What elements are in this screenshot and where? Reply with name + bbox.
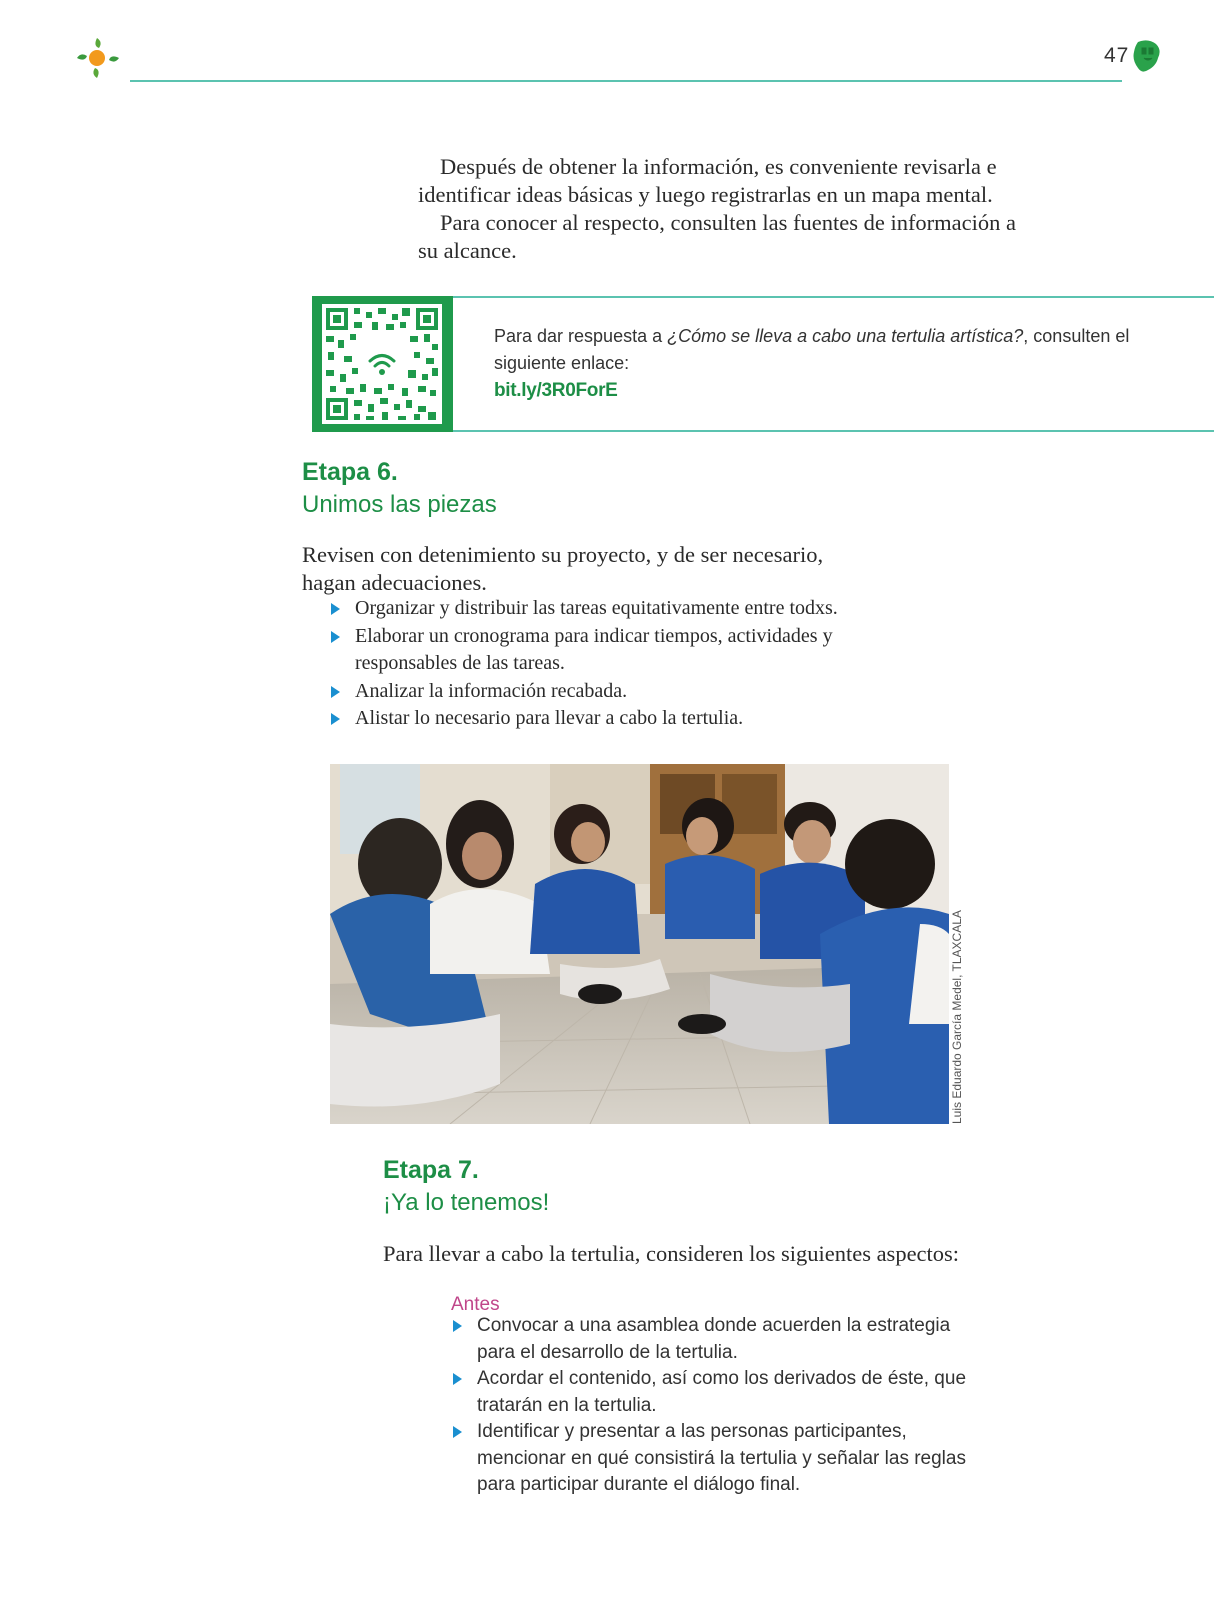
list-item: Organizar y distribuir las tareas equitativamente entre todxs. (329, 595, 889, 623)
list-item: Alistar lo necesario para llevar a cabo la tertulia. (329, 705, 889, 733)
bullet-triangle-icon (331, 713, 340, 725)
list-item: Acordar el contenido, así como los derivados de éste, que tratarán en la tertulia. (451, 1366, 971, 1419)
list-item: Elaborar un cronograma para indicar tiempos, actividades y responsables de las tareas. (329, 623, 889, 678)
stage6-list (329, 595, 889, 733)
qr-instructions (494, 323, 1134, 404)
stage6-intro: Revisen con detenimiento su proyecto, y de ser necesario, hagan adecuaciones. (302, 542, 824, 595)
header-rule (130, 80, 1122, 82)
qr-text-after: , consulten el siguiente enlace: (494, 326, 1130, 373)
qr-code[interactable] (322, 304, 442, 424)
stage7-intro: Para llevar a cabo la tertulia, consideren los siguientes aspectos: (383, 1241, 960, 1266)
qr-question: ¿Cómo se lleva a cabo una tertulia artística? (667, 326, 1024, 346)
qr-resource-box (312, 296, 1214, 432)
qr-tile (312, 296, 453, 432)
photo-credit: Luis Eduardo García Medel, TLAXCALA (950, 910, 964, 1124)
bullet-triangle-icon (453, 1320, 462, 1332)
stage7-list (451, 1313, 971, 1499)
stage7-subtitle: ¡Ya lo tenemos! (383, 1189, 550, 1216)
bullet-triangle-icon (331, 631, 340, 643)
green-glyph-icon (1132, 38, 1164, 76)
bullet-triangle-icon (453, 1426, 462, 1438)
qr-text-before: Para dar respuesta a (494, 326, 668, 346)
bullet-triangle-icon (331, 686, 340, 698)
qr-link[interactable]: bit.ly/3R0ForE (494, 380, 618, 401)
stage6-title: Etapa 6. (302, 458, 398, 486)
students-photo (330, 764, 949, 1124)
stage6-subtitle: Unimos las piezas (302, 491, 497, 518)
stage7-title: Etapa 7. (383, 1156, 479, 1184)
page-number: 47 (1104, 44, 1130, 67)
bullet-triangle-icon (331, 603, 340, 615)
list-item: Identificar y presentar a las personas participantes, mencionar en qué consistirá la tertulia y señalar las reglas para participar durante el diálogo final. (451, 1419, 971, 1499)
list-item: Convocar a una asamblea donde acuerden la estrategia para el desarrollo de la tertulia. (451, 1313, 971, 1366)
intro-paragraph-1: Después de obtener la información, es conveniente revisarla e identificar ideas básicas y luego registrarlas en un mapa mental. (418, 154, 997, 207)
wifi-icon (366, 348, 398, 380)
list-item: Analizar la información recabada. (329, 678, 889, 706)
section-label-antes: Antes (451, 1294, 500, 1315)
intro-paragraph-2: Para conocer al respecto, consulten las fuentes de información a su alcance. (418, 210, 1017, 263)
intro-paragraphs (418, 153, 1038, 265)
flower-logo-icon (74, 34, 122, 82)
bullet-triangle-icon (453, 1373, 462, 1385)
